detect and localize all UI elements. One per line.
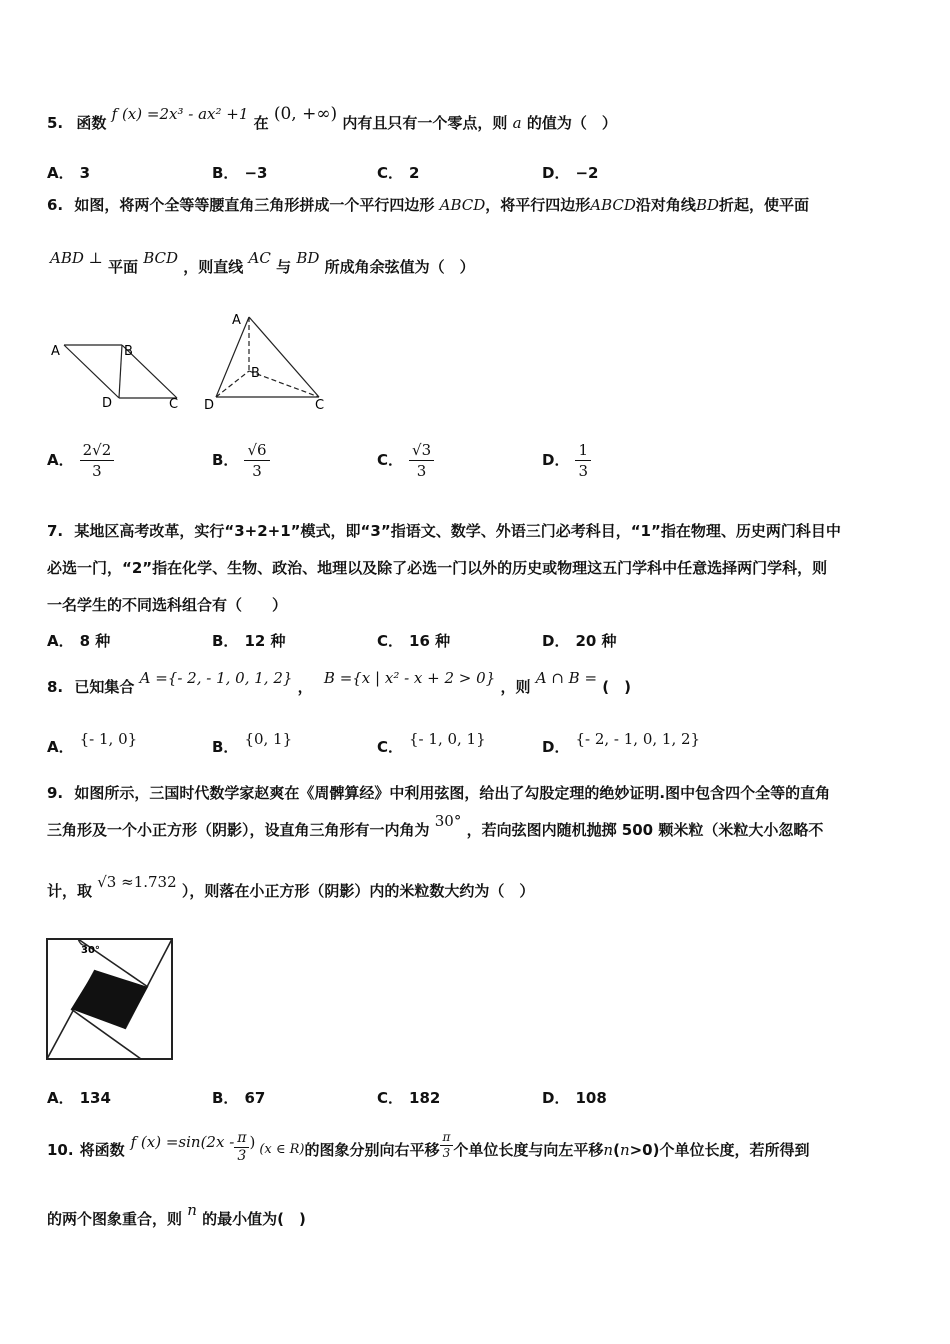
q5-option-a[interactable] [47, 162, 90, 183]
q5-option-c-text: 2 [409, 164, 420, 182]
q10-func-num: π [234, 1130, 249, 1148]
q9-option-c[interactable] [377, 1087, 440, 1108]
q9-option-c-text: 182 [409, 1089, 441, 1107]
q5-option-c[interactable] [377, 162, 419, 183]
q8-option-c[interactable] [377, 728, 486, 756]
q6-figure [44, 305, 344, 420]
q10-mid-a: 的图象分别向右平移 [304, 1141, 440, 1159]
q9-option-b-label: B． [212, 1089, 239, 1107]
q7-option-d-label: D． [542, 632, 570, 650]
q6-option-b-label: B． [212, 451, 239, 469]
q6-line1-d: 折起，使平面 [719, 196, 810, 214]
q6-line1-b: ，将平行四边形 [485, 196, 591, 214]
q10-func-a: f (x) =sin(2x - [130, 1133, 235, 1151]
q10-n2: n [619, 1141, 630, 1159]
q10-shift-num: π [440, 1130, 454, 1146]
q10-n3: n [187, 1201, 197, 1219]
q7-option-b[interactable] [212, 630, 286, 651]
q9-option-d-text: 108 [575, 1089, 607, 1107]
q6-abcd-2: ABCD [590, 196, 636, 214]
q6-option-d-num: 1 [575, 440, 591, 461]
q9-line3-b: ），则落在小正方形（阴影）内的米粒数大约为（ ） [181, 882, 535, 900]
question-9-line-1 [47, 782, 909, 804]
q9-option-a-text: 134 [79, 1089, 111, 1107]
q6-option-a-den: 3 [92, 462, 102, 480]
q5-option-b-text: −3 [244, 164, 268, 182]
q6-option-d-den: 3 [578, 462, 588, 480]
q5-option-d-text: −2 [575, 164, 599, 182]
q6-option-c-label: C． [377, 451, 404, 469]
q6-option-b-frac [244, 440, 269, 481]
q6-abd-perp: ABD ⊥ [50, 249, 103, 267]
q8-option-a-label: A． [47, 738, 74, 756]
q8-expr: A ∩ B = [535, 669, 598, 687]
q6-option-a[interactable] [47, 440, 114, 481]
q6-line2-c: 与 [276, 258, 292, 276]
q7-line2: 必选一门，“2”指在化学、生物、政治、地理以及除了必选一门以外的历史或物理这五门学科中任意选择两门学科，则 [47, 559, 828, 577]
q6-option-c-frac [409, 440, 434, 481]
q10-func-b: ) [249, 1133, 256, 1151]
q5-interval: (0, +∞) [273, 104, 338, 124]
q5-option-d-label: D． [542, 164, 570, 182]
q6-option-b-den: 3 [252, 462, 262, 480]
question-5 [47, 104, 909, 134]
q6-option-d-frac [575, 440, 591, 481]
question-7-line-3 [47, 594, 909, 616]
q9-option-a[interactable] [47, 1087, 111, 1108]
q6-ac: AC [248, 249, 271, 267]
q8-set-a: A ={- 2, - 1, 0, 1, 2} [139, 669, 293, 687]
q6-option-c[interactable] [377, 440, 434, 481]
q7-option-d[interactable] [542, 630, 617, 651]
q7-option-c[interactable] [377, 630, 450, 651]
q9-option-a-label: A． [47, 1089, 74, 1107]
q8-option-b-label: B． [212, 738, 239, 756]
q10-mid-c: >0)个单位长度，若所得到 [629, 1141, 810, 1159]
q8-pre: 已知集合 [74, 678, 135, 696]
q6-fig2-label-d: D [204, 398, 215, 413]
q8-option-c-label: C． [377, 738, 404, 756]
q10-func-den: 3 [237, 1147, 247, 1164]
question-8 [47, 669, 909, 698]
q7-option-d-text: 20 种 [575, 632, 617, 650]
q5-formula: f (x) =2x³ - ax² +1 [111, 105, 249, 123]
q6-option-b[interactable] [212, 440, 270, 481]
q6-line1-c: 沿对角线 [635, 196, 696, 214]
question-7-line-2 [47, 557, 909, 579]
q6-fig1-label-b: B [124, 344, 133, 359]
q9-option-b-text: 67 [244, 1089, 266, 1107]
q5-option-a-label: A． [47, 164, 74, 182]
q6-fig2-label-c: C [315, 398, 325, 413]
q8-set-b: B ={x | x² - x + 2 > 0} [323, 669, 496, 687]
q9-approx: √3 ≈1.732 [97, 873, 177, 891]
q10-line2-b: 的最小值为( ) [202, 1210, 306, 1228]
q6-bd-2: BD [296, 249, 320, 267]
q8-option-d[interactable] [542, 728, 701, 756]
q8-option-c-text: {- 1, 0, 1} [409, 730, 486, 748]
q6-number: 6. [47, 196, 64, 214]
q6-fig1-label-a: A [51, 344, 60, 359]
q9-number: 9. [47, 784, 64, 802]
q9-line2-b: ，若向弦图内随机抛掷 500 颗米粒（米粒大小忽略不 [466, 821, 824, 839]
q6-option-d-label: D． [542, 451, 570, 469]
question-6-line-1 [47, 194, 909, 216]
q10-func-frac [234, 1130, 249, 1165]
q7-line3: 一名学生的不同选科组合有（ ） [47, 596, 288, 614]
question-6-line-2 [47, 249, 909, 278]
q6-fig1-label-c: C [169, 397, 179, 412]
q6-line2-d: 所成角余弦值为（ ） [324, 258, 475, 276]
question-10-line-2 [47, 1201, 909, 1230]
q7-option-c-text: 16 种 [409, 632, 451, 650]
q6-option-b-num: √6 [244, 440, 269, 461]
q6-fig1-label-d: D [102, 396, 113, 411]
q9-line3-a: 计，取 [47, 882, 93, 900]
q10-mid-b: 个单位长度与向左平移 [453, 1141, 604, 1159]
question-10-line-1 [47, 1130, 909, 1170]
q10-domain: (x ∈ R) [259, 1142, 305, 1157]
q9-chord-figure [45, 937, 175, 1062]
q8-option-a-text: {- 1, 0} [79, 730, 138, 748]
q8-option-b[interactable] [212, 728, 293, 756]
q9-option-b[interactable] [212, 1087, 265, 1108]
q8-option-d-label: D． [542, 738, 570, 756]
q6-option-a-label: A． [47, 451, 74, 469]
q6-fig2-label-a: A [232, 313, 241, 328]
q5-option-d[interactable] [542, 162, 598, 183]
q5-option-c-label: C． [377, 164, 404, 182]
q5-post-b: 的值为（ ） [526, 114, 617, 132]
question-9-line-2 [47, 812, 909, 841]
q6-bcd: BCD [143, 249, 179, 267]
q7-line1: 某地区高考改革，实行“3+2+1”模式，即“3”指语文、数学、外语三门必考科目，“1”指在物理、历史两门科目中 [74, 522, 841, 540]
q6-fig2-label-b: B [251, 366, 260, 381]
q5-mid: 在 [253, 114, 269, 132]
q6-option-c-den: 3 [416, 462, 427, 480]
q7-option-a[interactable] [47, 630, 110, 651]
q6-option-a-frac [80, 440, 115, 481]
q5-post-a: 内有且只有一个零点，则 [342, 114, 508, 132]
q7-option-a-text: 8 种 [79, 632, 111, 650]
q6-option-a-num: 2√2 [80, 440, 115, 461]
q9-angle: 30° [434, 812, 462, 830]
q6-abcd-1: ABCD [439, 196, 486, 214]
q8-option-d-text: {- 2, - 1, 0, 1, 2} [575, 730, 701, 748]
q9-angle-label: 30° [81, 945, 100, 956]
q10-paren-open: ( [613, 1141, 620, 1159]
q6-option-d[interactable] [542, 440, 591, 481]
q7-option-b-text: 12 种 [244, 632, 286, 650]
q7-option-a-label: A． [47, 632, 74, 650]
q6-line2-b: ，则直线 [183, 258, 244, 276]
q9-option-d[interactable] [542, 1087, 607, 1108]
q10-number: 10. [47, 1141, 74, 1159]
q5-option-a-text: 3 [79, 164, 91, 182]
q6-tetrahedron [216, 317, 319, 397]
q8-mid: ，则 [500, 678, 531, 696]
q8-number: 8. [47, 678, 64, 696]
q8-comma: ， [297, 678, 313, 696]
q5-var: a [512, 114, 522, 132]
q8-option-b-text: {0, 1} [244, 730, 293, 748]
q5-number: 5. [47, 114, 64, 132]
q8-option-a[interactable] [47, 728, 138, 756]
question-7-line-1 [47, 520, 909, 542]
q6-bd-1: BD [695, 196, 719, 214]
q10-shift-den: 3 [442, 1145, 451, 1160]
q6-option-c-num: √3 [409, 440, 434, 461]
q9-line2-a: 三角形及一个小正方形（阴影），设直角三角形有一内角为 [47, 821, 430, 839]
q10-n1: n [603, 1141, 614, 1159]
q10-line2-a: 的两个图象重合，则 [47, 1210, 183, 1228]
q7-option-c-label: C． [377, 632, 404, 650]
q5-option-b-label: B． [212, 164, 239, 182]
q5-option-b[interactable] [212, 162, 267, 183]
q6-parallelogram [64, 345, 177, 398]
q9-option-d-label: D． [542, 1089, 570, 1107]
q10-shift-frac [440, 1130, 454, 1161]
q6-line2-a: 平面 [108, 258, 139, 276]
q6-line1-a: 如图，将两个全等等腰直角三角形拼成一个平行四边形 [74, 196, 435, 214]
q5-pre: 函数 [76, 114, 107, 132]
q7-number: 7. [47, 522, 64, 540]
q9-option-c-label: C． [377, 1089, 404, 1107]
q8-post: ( ) [602, 678, 631, 696]
q9-line1: 如图所示，三国时代数学家赵爽在《周髀算经》中利用弦图，给出了勾股定理的绝妙证明.图中包含四个全等的直角 [74, 784, 831, 802]
question-9-line-3 [47, 873, 909, 902]
q7-option-b-label: B． [212, 632, 239, 650]
q10-pre: 将函数 [79, 1141, 125, 1159]
